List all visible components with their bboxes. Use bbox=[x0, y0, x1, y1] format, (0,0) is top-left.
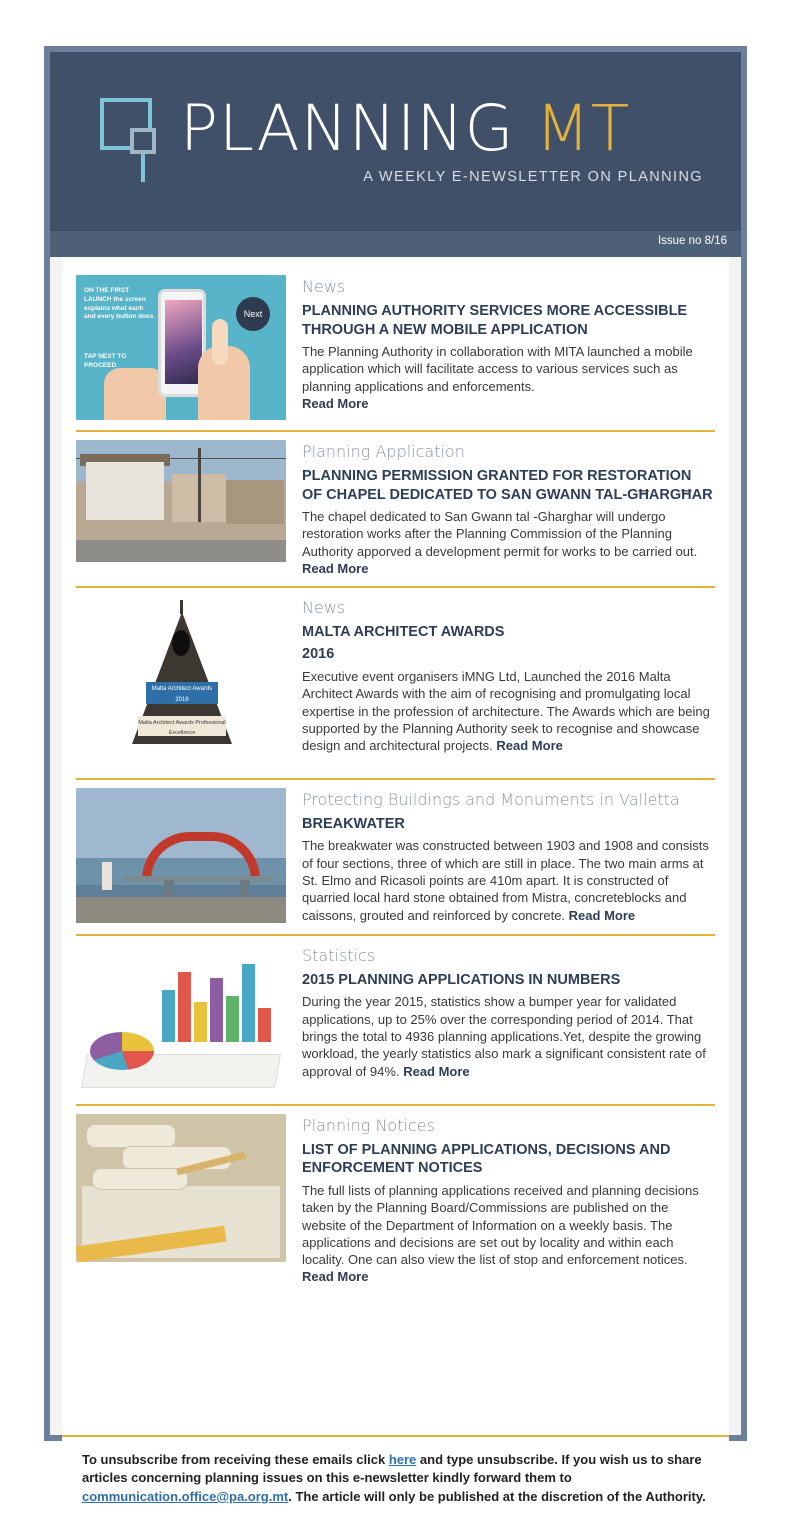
story-summary-text: The full lists of planning applications received and planning decisions taken by the Planning Board/Commissions are published on the website of the Department of Information on a weekly basis. The applications and decisions are set out by locality and within each locality. One can also view the list of stop and enforcement notices. bbox=[302, 1182, 699, 1268]
award-label: Malta Architect Awards 2016 bbox=[146, 682, 218, 704]
image-caption-1: ON THE FIRST LAUNCH the screen explains what each and every button does bbox=[84, 287, 154, 321]
story-headline: PLANNING AUTHORITY SERVICES MORE ACCESSIBLE THROUGH A NEW MOBILE APPLICATION bbox=[302, 303, 688, 338]
footer-text-2: and type unsubscribe. If you wish us to share articles concerning planning issues on this e-newsletter kindly forward them to bbox=[82, 1452, 702, 1486]
blueprints-photo bbox=[76, 1114, 286, 1262]
image-caption-2: TAP NEXT TO PROCEED bbox=[84, 353, 127, 369]
story-kicker: Protecting Buildings and Monuments in Valletta bbox=[302, 789, 680, 809]
story-thumbnail[interactable] bbox=[76, 944, 286, 1094]
read-more-link[interactable]: Read More bbox=[496, 738, 563, 754]
story-thumbnail[interactable] bbox=[76, 275, 286, 420]
contact-email-link[interactable]: communication.office@pa.org.mt bbox=[82, 1488, 289, 1504]
story-headline: PLANNING PERMISSION GRANTED FOR RESTORATION OF CHAPEL DEDICATED TO SAN GWANN TAL-GĦARGĦAR bbox=[302, 468, 713, 503]
newsletter-header bbox=[50, 52, 741, 257]
footer-text-1: To unsubscribe from receiving these emails click bbox=[82, 1452, 389, 1467]
story-headline: MALTA ARCHITECT AWARDS bbox=[302, 623, 505, 640]
story-kicker: News bbox=[302, 277, 346, 296]
story-headline-secondary: 2016 bbox=[302, 646, 335, 663]
title-main: PLANNING bbox=[180, 92, 515, 165]
story-summary-text: Executive event organisers iMNG Ltd, Launched the 2016 Malta Architect Awards with the aim of recognising and promulgating local expertise in the profession of architecture. The Awards which are being supported by the Planning Authority seek to recognise and showcase design and architectural projects. bbox=[302, 669, 710, 754]
story-kicker: Planning Notices bbox=[302, 1115, 435, 1135]
story-summary bbox=[302, 993, 715, 1079]
footer bbox=[62, 1435, 729, 1524]
story-headline: LIST OF PLANNING APPLICATIONS, DECISIONS AND ENFORCEMENT NOTICES bbox=[302, 1141, 671, 1177]
tagline: A WEEKLY E-NEWSLETTER ON PLANNING bbox=[363, 169, 703, 185]
unsubscribe-link[interactable]: here bbox=[388, 1452, 417, 1467]
award-label-secondary: Malta Architect Awards Professional Excellence bbox=[138, 716, 226, 736]
story-item bbox=[76, 936, 715, 1106]
story-headline: 2015 PLANNING APPLICATIONS IN NUMBERS bbox=[302, 971, 621, 988]
story-summary: The Planning Authority in collaboration with MITA launched a mobile application which will facilitate access to various services such as planning applications and enforcements. bbox=[302, 344, 693, 394]
story-item bbox=[76, 432, 715, 588]
story-summary-text: The breakwater was constructed between 1903 and 1908 and consists of four sections, three of which are still in place. The two main arms at St. Elmo and Ricasoli points are 410m apart. It is constructed of quarried local hard stone obtained from Mistra, concreteblocks and caissons, grouted and reinforced by concrete. bbox=[302, 838, 709, 923]
story-kicker: News bbox=[302, 597, 346, 617]
breakwater-bridge-photo bbox=[76, 788, 286, 923]
read-more-link[interactable]: Read More bbox=[403, 1063, 470, 1079]
read-more-link[interactable]: Read More bbox=[302, 560, 369, 576]
story-item bbox=[76, 588, 715, 780]
story-thumbnail[interactable] bbox=[76, 596, 286, 768]
story-kicker: Statistics bbox=[302, 945, 376, 965]
story-item bbox=[76, 780, 715, 936]
mobile-app-illustration bbox=[76, 275, 286, 420]
title-accent: MT bbox=[535, 92, 631, 165]
chapel-photo bbox=[76, 440, 286, 562]
newsletter-body bbox=[50, 257, 741, 1504]
statistics-charts-photo bbox=[76, 944, 286, 1094]
stories-container bbox=[62, 257, 729, 1435]
issue-bar bbox=[50, 231, 741, 257]
read-more-link[interactable]: Read More bbox=[302, 1269, 369, 1285]
story-summary bbox=[302, 668, 715, 754]
story-summary-text: During the year 2015, statistics show a bumper year for validated applications, up to 25% over the corresponding period of 2014. That brings the total to 4936 planning applications.Yet, despite the growing workload, the yearly statistics also mark a significant consistent rate of approval of 94%. bbox=[302, 994, 706, 1079]
story-item bbox=[76, 1106, 715, 1296]
image-badge: Next bbox=[236, 297, 270, 331]
issue-number: Issue no 8/16 bbox=[657, 235, 727, 247]
story-thumbnail[interactable] bbox=[76, 440, 286, 576]
story-summary bbox=[302, 1182, 715, 1286]
story-headline: BREAKWATER bbox=[302, 815, 405, 832]
story-item bbox=[76, 267, 715, 432]
page-title bbox=[180, 92, 630, 165]
story-summary: The chapel dedicated to San Gwann tal -Gharghar will undergo restoration works after the Planning Commission of the Planning Authority apporved a development permit for works to be carried out. bbox=[302, 509, 698, 559]
story-thumbnail[interactable] bbox=[76, 1114, 286, 1286]
read-more-link[interactable]: Read More bbox=[568, 907, 636, 923]
newsletter-frame bbox=[44, 46, 747, 1504]
planning-logo-icon bbox=[100, 98, 168, 182]
read-more-link[interactable]: Read More bbox=[302, 395, 369, 411]
award-trophy-photo bbox=[76, 596, 286, 768]
footer-text-3: . The article will only be published at the discretion of the Authority. bbox=[288, 1488, 706, 1504]
story-summary bbox=[302, 837, 715, 923]
story-thumbnail[interactable] bbox=[76, 788, 286, 924]
story-kicker: Planning Application bbox=[302, 442, 465, 461]
